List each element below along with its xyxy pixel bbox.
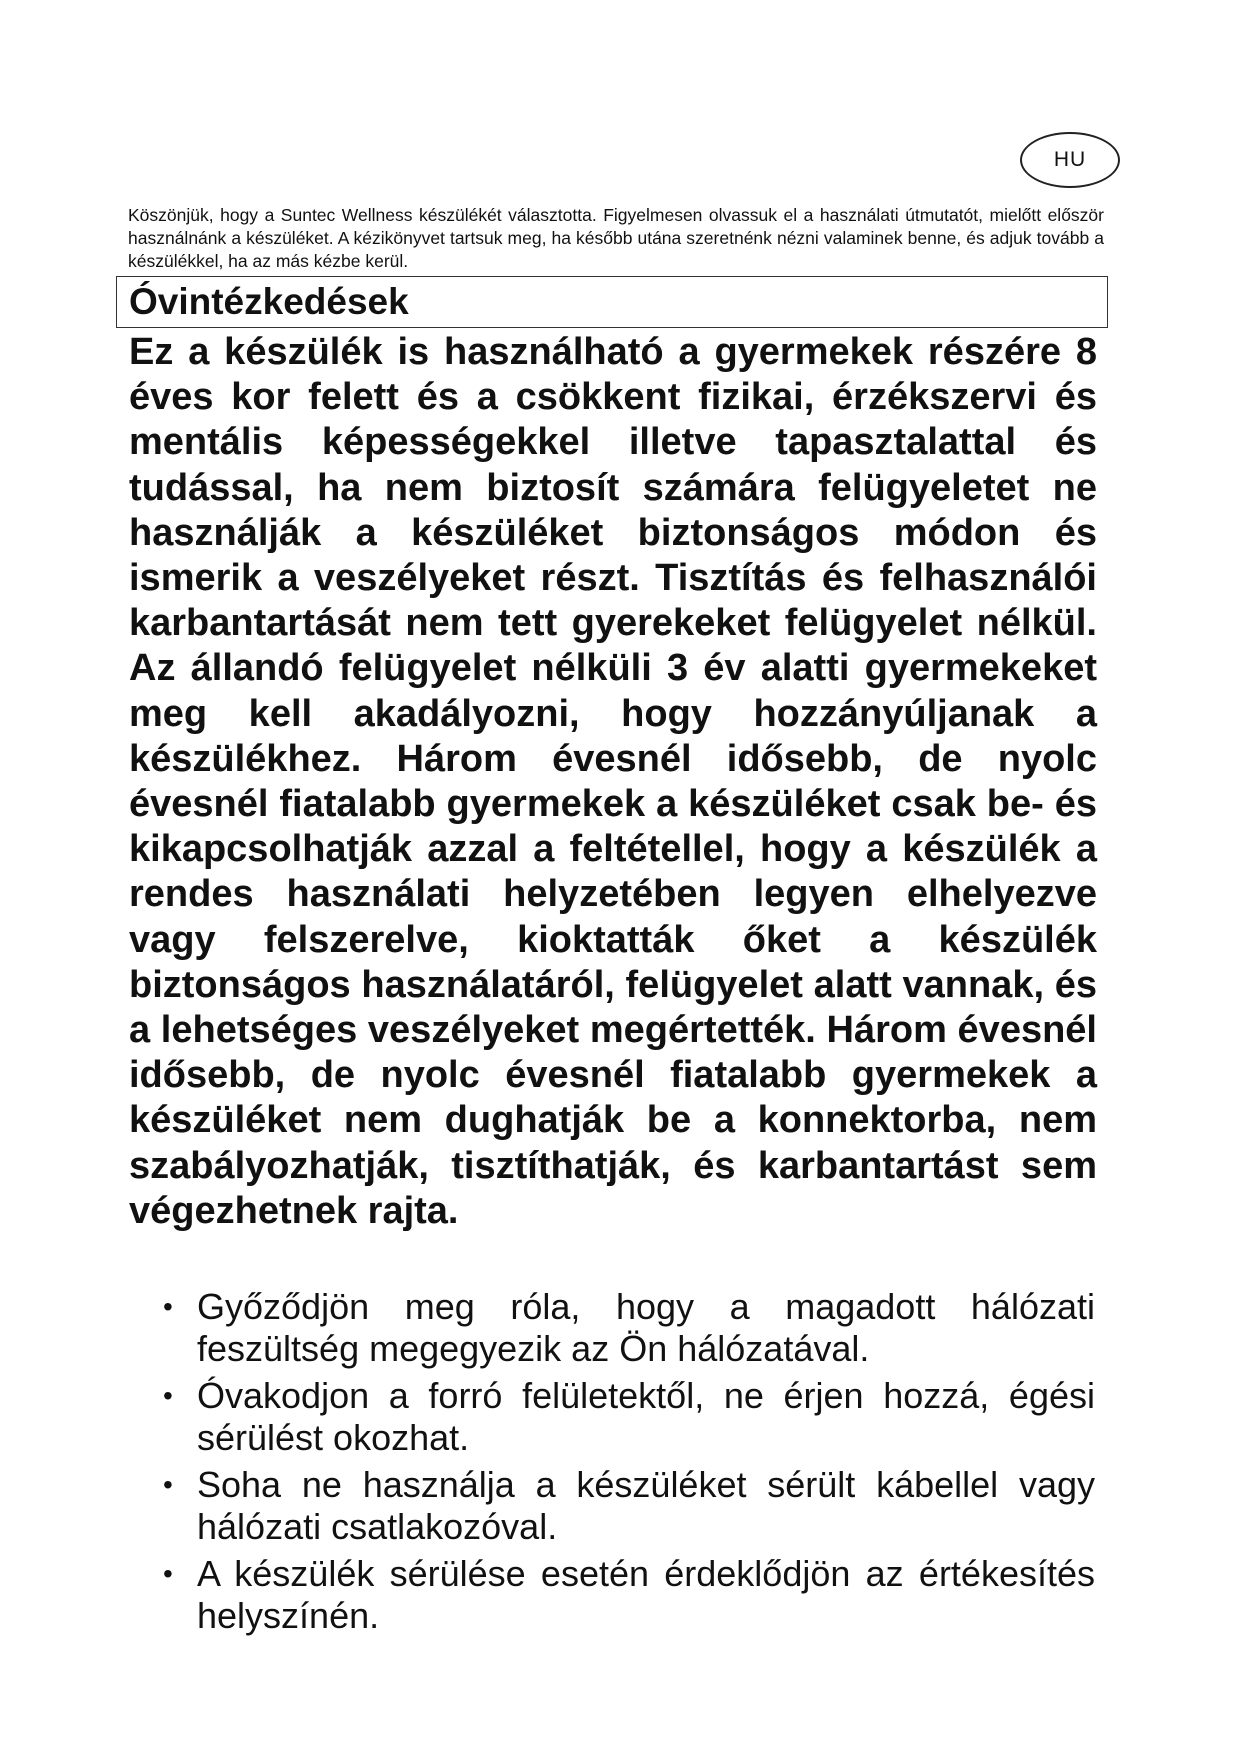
list-item [160,1553,1095,1637]
safety-warning-paragraph: Ez a készülék is használható a gyermekek részére 8 éves kor felett és a csökkent fizikai, érzékszervi és mentális képességekkel illetve tapasztalattal és tudással, ha nem biztosít számára felügyeletet ne használják a készüléket biztonságos módon és ismerik a veszélyeket részt. Tisztítás és felhasználói karbantartását nem tett gyerekeket felügyelet nélkül. Az állandó felügyelet nélküli 3 év alatti gyermekeket meg kell akadályozni, hogy hozzányúljanak a készülékhez. Három évesnél idősebb, de nyolc évesnél fiatalabb gyermekek a készüléket csak be- és kikapcsolhatják azzal a feltétellel, hogy a készülék a rendes használati helyzetében legyen elhelyezve vagy felszerelve, kioktatták őket a készülék biztonságos használatáról, felügyelet alatt vannak, és a lehetséges veszélyeket megértették. Három évesnél idősebb, de nyolc évesnél fiatalabb gyermekek a készüléket nem dughatják be a konnektorba, nem szabályozhatják, tisztíthatják, és karbantartást sem végezhetnek rajta. [129,331,1097,1232]
list-item [160,1286,1095,1370]
intro-paragraph: Köszönjük, hogy a Suntec Wellness készülékét választotta. Figyelmesen olvassuk el a használati útmutatót, mielőtt először használnánk a készüléket. A kézikönyvet tartsuk meg, ha később utána szeretnénk nézni valaminek benne, és adjuk tovább a készülékkel, ha az más kézbe kerül. [128,205,1104,271]
bullet-icon: • [163,1558,173,1589]
bullet-icon: • [163,1291,173,1322]
list-item [160,1464,1095,1548]
language-badge: HU [1020,132,1120,188]
bullet-icon: • [163,1380,173,1411]
list-item-text: Soha ne használja a készüléket sérült kábellel vagy hálózati csatlakozóval. [197,1464,1095,1547]
list-item-text: Óvakodjon a forró felületektől, ne érjen hozzá, égési sérülést okozhat. [197,1375,1095,1458]
precautions-list [160,1286,1095,1642]
list-item-text: A készülék sérülése esetén érdeklődjön az értékesítés helyszínén. [197,1553,1095,1636]
section-heading: Óvintézkedések [116,276,1108,328]
list-item [160,1375,1095,1459]
bullet-icon: • [163,1469,173,1500]
list-item-text: Győződjön meg róla, hogy a magadott hálózati feszültség megegyezik az Ön hálózatával. [197,1286,1095,1369]
